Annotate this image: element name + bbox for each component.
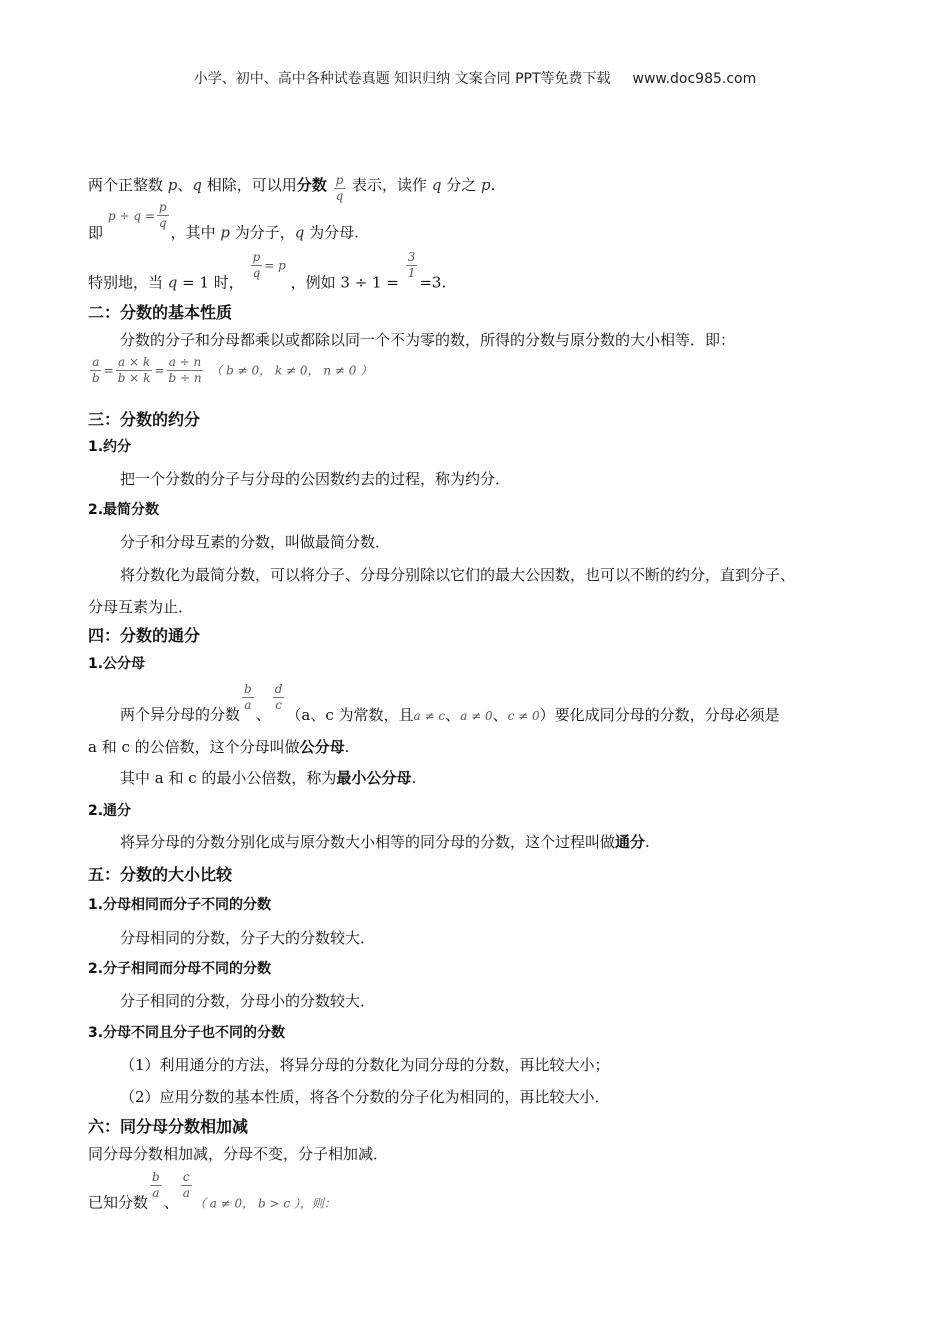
section-3-title: 三：分数的约分: [88, 410, 201, 429]
s5-subtitle-1: 1.分母相同而分子不同的分数: [88, 897, 272, 913]
section-2-title: 二：分数的基本性质: [88, 303, 233, 322]
s6-paragraph-2: 已知分数 $\frac{b}{a}$ 、 $\frac{c}{a}$ $_{( a \ne 0, b > c ),则:}$: [88, 1170, 336, 1212]
s4-subtitle-2: 2.通分: [88, 803, 132, 819]
s4-paragraph-2: a 和 c 的公倍数，这个分母叫做公分母.: [88, 738, 350, 756]
s4-subtitle-1: 1.公分母: [88, 656, 146, 672]
intro-line-1: 两个正整数 p、q 相除，可以用分数 $\frac{p}{q}$ 表示，读作 q 分之 p.: [88, 173, 496, 203]
fraction-b-over-a: $\frac{b}{a}$: [244, 682, 252, 712]
header-text: 小学、初中、高中各种试卷真题 知识归纳 文案合同 PPT等免费下载: [193, 71, 611, 87]
s5-subtitle-2: 2.分子相同而分母不同的分数: [88, 961, 272, 977]
fraction-an-over-bn: $\frac{a \div n}{b \div n}$: [168, 355, 202, 385]
header-url[interactable]: www.doc985.com: [632, 71, 757, 87]
s5-paragraph-1: 分母相同的分数，分子大的分数较大．: [120, 929, 376, 947]
fraction-p-over-q-2: $\frac{p}{q}$: [158, 200, 167, 230]
s3-subtitle-2: 2.最简分数: [88, 502, 160, 518]
s5-paragraph-4: （2）应用分数的基本性质，将各个分数的分子化为相同的，再比较大小．: [120, 1088, 610, 1106]
s3-paragraph-1: 把一个分数的分子与分母的公因数约去的过程，称为约分．: [120, 470, 511, 488]
s3-paragraph-3b: 分母互素为止．: [88, 598, 194, 616]
s5-paragraph-2: 分子相同的分数，分母小的分数较大．: [120, 992, 376, 1010]
s5-paragraph-3: （1）利用通分的方法，将异分母的分数化为同分母的分数，再比较大小；: [120, 1056, 610, 1074]
s6-condition: （ a ≠ 0， b > c ），则：: [193, 1196, 336, 1211]
section-6-title: 六：同分母分数相加减: [88, 1117, 249, 1136]
fraction-a-over-b: $\frac{a}{b}$: [92, 355, 100, 385]
s5-subtitle-3: 3.分母不同且分子也不同的分数: [88, 1025, 286, 1041]
s6-paragraph-1: 同分母分数相加减，分母不变，分子相加减．: [88, 1145, 389, 1163]
intro-line-3: 特别地，当 q = 1 时， $\frac{p}{q}$ = p ，例如 3 ÷ 1 = $\frac{3}{1}$ =3.: [88, 250, 447, 292]
section-5-title: 五：分数的大小比较: [88, 865, 233, 884]
fraction-b-over-a-2: $\frac{b}{a}$: [152, 1170, 160, 1200]
fraction-3-over-1: $\frac{3}{1}$: [407, 250, 416, 280]
fraction-p-over-q: $\frac{p}{q}$: [335, 173, 344, 203]
section-4-title: 四：分数的通分: [88, 626, 201, 645]
s2-paragraph-1: 分数的分子和分母都乘以或都除以同一个不为零的数，所得的分数与原分数的大小相等．即：: [120, 331, 736, 349]
term-fraction: 分数: [296, 176, 327, 194]
s2-formula: $\frac{a}{b}$ = $\frac{a \times k}{b \times k}$ = $\frac{a \div n}{b \div n}$ （ b ≠ 0， k ≠ 0， n ≠ 0 ）: [92, 355, 373, 385]
s4-paragraph-1: 两个异分母的分数 $\frac{b}{a}$ 、 $\frac{d}{c}$ （a、c 为常数，且a ≠ c、a ≠ 0、c ≠ 0）要化成同分母的分数，分母必须是: [120, 682, 780, 724]
s4-paragraph-4: 将异分母的分数分别化成与原分数大小相等的同分母的分数，这个过程叫做通分.: [120, 833, 650, 851]
s2-condition: （ b ≠ 0， k ≠ 0， n ≠ 0 ）: [210, 363, 373, 378]
fraction-c-over-a: $\frac{c}{a}$: [182, 1170, 190, 1200]
fraction-p-over-q-3: $\frac{p}{q}$: [252, 250, 261, 280]
fraction-d-over-c: $\frac{d}{c}$: [274, 682, 283, 712]
intro-line-2: 即p ÷ q = $\frac{p}{q}$ ，其中 p 为分子，q 为分母.: [88, 200, 359, 242]
s3-subtitle-1: 1.约分: [88, 439, 132, 455]
s3-paragraph-2: 分子和分母互素的分数，叫做最简分数．: [120, 533, 391, 551]
page-header: [0, 68, 950, 88]
s4-paragraph-3: 其中 a 和 c 的最小公倍数，称为最小公分母.: [120, 769, 417, 787]
s3-paragraph-3a: 将分数化为最简分数，可以将分子、分母分别除以它们的最大公因数，也可以不断的约分，直到分子、: [120, 566, 796, 584]
fraction-ak-over-bk: $\frac{a \times k}{b \times k}$: [117, 355, 151, 385]
